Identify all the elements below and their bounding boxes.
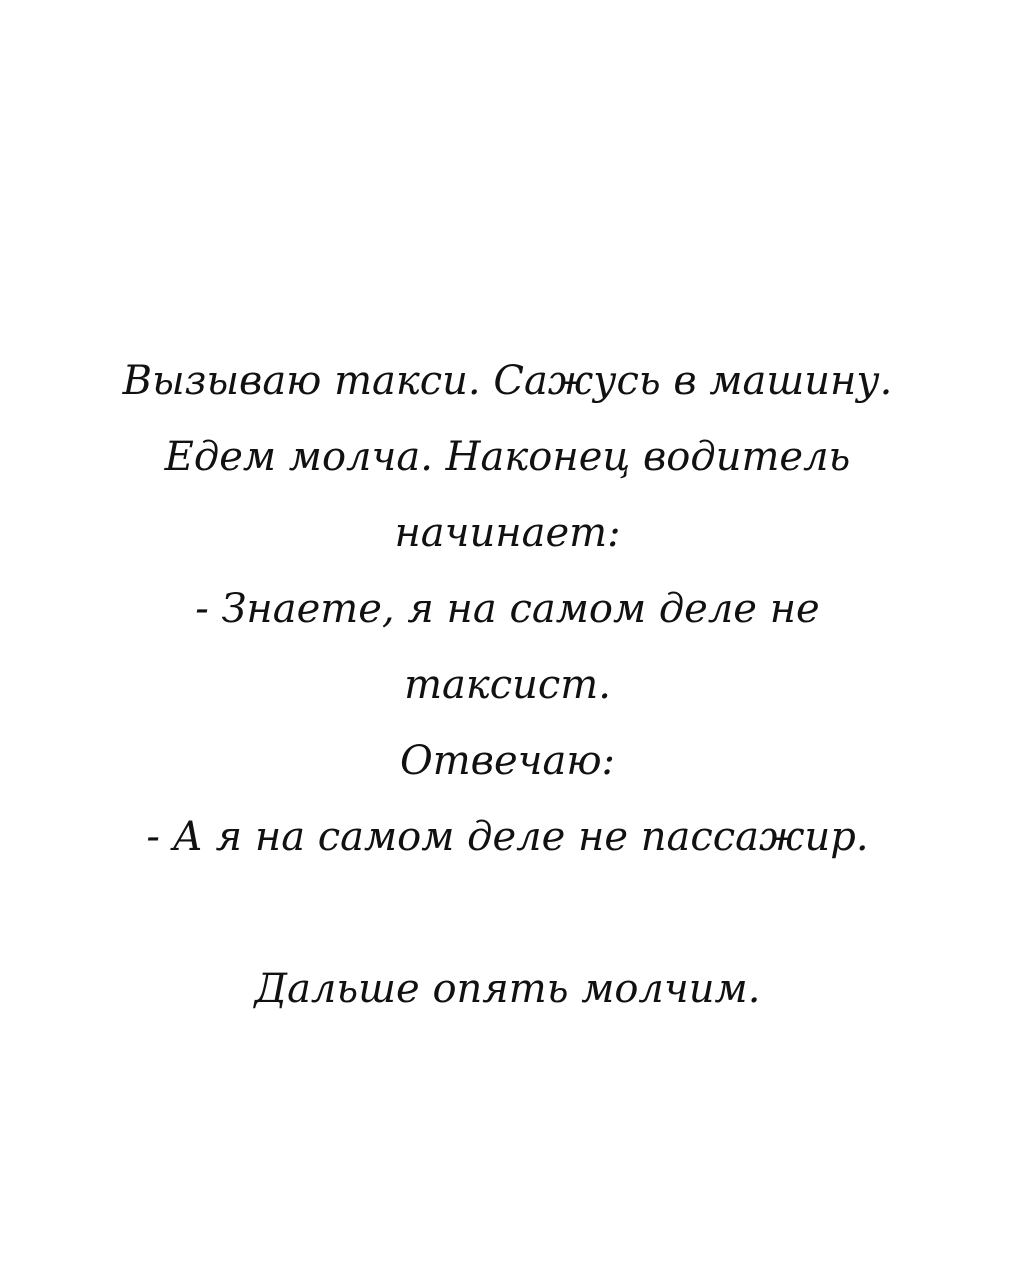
story-line-7: - А я на самом деле не пассажир. — [146, 814, 869, 860]
story-line-3: начинает: — [394, 510, 621, 556]
story-line-2: Едем молча. Наконец водитель — [164, 434, 851, 480]
story-line-6: Отвечаю: — [399, 738, 616, 784]
story-line-5: таксист. — [404, 662, 611, 708]
story-text — [0, 343, 1015, 1027]
story-ending: Дальше опять молчим. — [254, 966, 761, 1012]
paragraph-gap — [0, 875, 1015, 951]
story-line-1: Вызываю такси. Сажусь в машину. — [122, 358, 893, 404]
story-line-4: - Знаете, я на самом деле не — [195, 586, 820, 632]
